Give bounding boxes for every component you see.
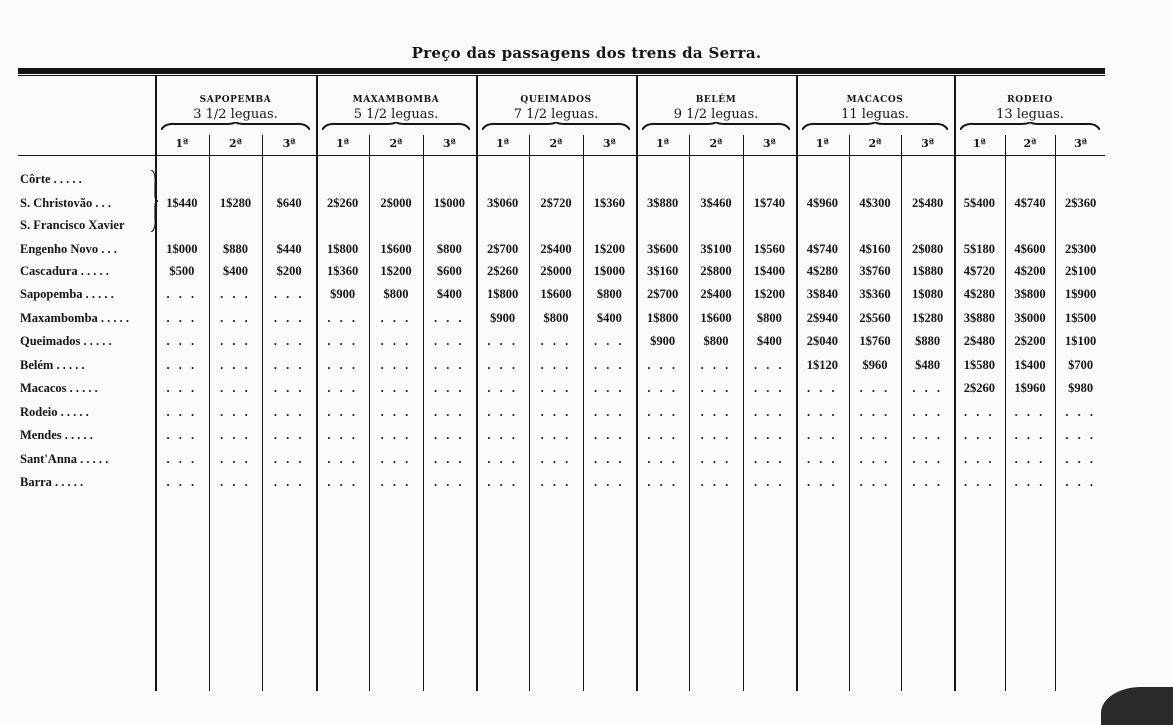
fare-cell: 1$000 bbox=[433, 196, 465, 210]
fare-cell: 2$400 bbox=[700, 287, 732, 301]
fare-cell: . . . bbox=[434, 358, 465, 372]
fare-cell: 2$040 bbox=[806, 334, 838, 348]
station-name: QUEIMADOS bbox=[520, 95, 592, 105]
fare-cell: $880 bbox=[222, 242, 248, 256]
fare-cell: . . . bbox=[166, 428, 198, 442]
row-station-label: S. Francisco Xavier bbox=[20, 218, 125, 232]
fare-cell: 4$740 bbox=[806, 242, 838, 256]
fare-cell: 2$360 bbox=[1065, 196, 1097, 210]
fare-cell: . . . bbox=[220, 287, 251, 301]
row-station-label: Mendes . . . . . bbox=[20, 428, 93, 442]
header-brace bbox=[802, 122, 948, 130]
fare-cell: . . . bbox=[220, 475, 251, 489]
fare-cell: $700 bbox=[1068, 358, 1094, 372]
fare-cell: . . . bbox=[434, 381, 465, 395]
fare-cell: 1$200 bbox=[593, 242, 625, 256]
fare-cell: 2$700 bbox=[647, 287, 679, 301]
fare-cell: . . . bbox=[647, 452, 678, 466]
station-name: BELÉM bbox=[695, 95, 737, 105]
class-label: 3ª bbox=[442, 137, 456, 150]
fare-cell: . . . bbox=[166, 381, 198, 395]
fare-cell: . . . bbox=[807, 475, 838, 489]
fare-cell: $900 bbox=[490, 311, 516, 325]
class-label: 2ª bbox=[549, 137, 563, 150]
fare-cell: 1$100 bbox=[1065, 334, 1097, 348]
fare-cell: 2$100 bbox=[1065, 264, 1097, 278]
row-station-label: Sapopemba . . . . . bbox=[20, 287, 114, 301]
fare-cell: . . . bbox=[647, 475, 678, 489]
fare-cell: 1$880 bbox=[912, 264, 944, 278]
fare-cell: $600 bbox=[436, 264, 462, 278]
fare-cell: 2$260 bbox=[327, 196, 359, 210]
fare-cell: 1$800 bbox=[327, 242, 359, 256]
fare-cell: . . . bbox=[859, 381, 891, 395]
class-label: 2ª bbox=[389, 137, 403, 150]
fare-cell: . . . bbox=[327, 452, 358, 466]
row-station-label: Maxambomba . . . . . bbox=[20, 311, 130, 325]
fare-cell: 1$800 bbox=[647, 311, 679, 325]
fare-cell: . . . bbox=[647, 381, 678, 395]
fare-cell: . . . bbox=[327, 405, 358, 419]
fare-cell: . . . bbox=[380, 428, 412, 442]
fare-cell: . . . bbox=[273, 381, 305, 395]
fare-cell: . . . bbox=[487, 475, 518, 489]
class-label: 1ª bbox=[496, 137, 510, 150]
fare-cell: 3$600 bbox=[647, 242, 679, 256]
fare-cell: $980 bbox=[1068, 381, 1094, 395]
fare-cell: . . . bbox=[754, 428, 785, 442]
fare-cell: $800 bbox=[543, 311, 569, 325]
fare-cell: 3$060 bbox=[487, 196, 519, 210]
fare-cell: . . . bbox=[327, 311, 358, 325]
fare-cell: 1$400 bbox=[1014, 358, 1046, 372]
fare-cell: . . . bbox=[273, 358, 305, 372]
class-label: 2ª bbox=[868, 137, 882, 150]
fare-cell: . . . bbox=[594, 452, 625, 466]
fare-cell: . . . bbox=[540, 358, 572, 372]
header-brace bbox=[322, 122, 470, 130]
station-name: MACACOS bbox=[846, 95, 904, 105]
fare-cell: 3$800 bbox=[1014, 287, 1046, 301]
fare-cell: 2$260 bbox=[487, 264, 519, 278]
fare-cell: . . . bbox=[594, 405, 625, 419]
fare-cell: 3$460 bbox=[700, 196, 732, 210]
class-label: 2ª bbox=[709, 137, 723, 150]
station-distance: 13 leguas. bbox=[996, 107, 1064, 122]
class-label: 1ª bbox=[656, 137, 670, 150]
fare-cell: 3$100 bbox=[700, 242, 732, 256]
fare-cell: 4$160 bbox=[859, 242, 891, 256]
fare-cell: 2$300 bbox=[1065, 242, 1097, 256]
fare-cell: $400 bbox=[756, 334, 782, 348]
header-bottom-rule bbox=[18, 155, 1105, 156]
fare-cell: . . . bbox=[647, 428, 678, 442]
fare-cell: . . . bbox=[859, 475, 891, 489]
fare-cell: 1$760 bbox=[859, 334, 891, 348]
fare-cell: 2$480 bbox=[912, 196, 944, 210]
station-distance: 7 1/2 leguas. bbox=[513, 107, 599, 122]
fare-cell: . . . bbox=[912, 405, 943, 419]
fare-cell: . . . bbox=[964, 405, 995, 419]
fare-cell: . . . bbox=[434, 475, 465, 489]
header-brace bbox=[642, 122, 790, 130]
row-group-brace bbox=[150, 170, 158, 232]
fare-cell: . . . bbox=[327, 358, 358, 372]
fare-cell: . . . bbox=[273, 334, 305, 348]
fare-cell: 1$600 bbox=[380, 242, 412, 256]
fare-cell: 2$800 bbox=[700, 264, 732, 278]
fare-cell: . . . bbox=[647, 405, 678, 419]
top-thin-rule bbox=[18, 75, 1105, 76]
fare-cell: . . . bbox=[594, 334, 625, 348]
fare-cell: 2$080 bbox=[912, 242, 944, 256]
fare-cell: . . . bbox=[380, 334, 412, 348]
fare-cell: $960 bbox=[862, 358, 888, 372]
fare-cell: . . . bbox=[700, 358, 732, 372]
fare-cell: $480 bbox=[915, 358, 941, 372]
row-station-label: Macacos . . . . . bbox=[20, 381, 98, 395]
fare-cell: . . . bbox=[754, 452, 785, 466]
class-label: 3ª bbox=[1074, 137, 1088, 150]
fare-cell: $800 bbox=[596, 287, 622, 301]
fare-cell: $200 bbox=[276, 264, 302, 278]
fare-cell: . . . bbox=[1014, 428, 1046, 442]
fare-cell: 3$880 bbox=[963, 311, 995, 325]
row-station-label: Queimados . . . . . bbox=[20, 334, 112, 348]
fare-cell: . . . bbox=[380, 311, 412, 325]
fare-cell: . . . bbox=[220, 358, 251, 372]
fare-cell: 1$600 bbox=[700, 311, 732, 325]
fare-cell: . . . bbox=[647, 358, 678, 372]
fare-cell: . . . bbox=[1065, 428, 1096, 442]
fare-cell: . . . bbox=[434, 405, 465, 419]
fare-cell: . . . bbox=[540, 475, 572, 489]
fare-cell: . . . bbox=[166, 452, 198, 466]
row-station-label: Sant'Anna . . . . . bbox=[20, 452, 109, 466]
fare-cell: . . . bbox=[380, 358, 412, 372]
fare-cell: . . . bbox=[220, 428, 251, 442]
fare-cell: . . . bbox=[594, 475, 625, 489]
fare-cell: . . . bbox=[220, 452, 251, 466]
fare-cell: . . . bbox=[380, 452, 412, 466]
fare-cell: 3$880 bbox=[647, 196, 679, 210]
class-label: 1ª bbox=[336, 137, 350, 150]
fare-cell: . . . bbox=[964, 428, 995, 442]
station-distance: 3 1/2 leguas. bbox=[193, 107, 278, 122]
fare-cell: . . . bbox=[487, 358, 518, 372]
fare-cell: 4$200 bbox=[1014, 264, 1046, 278]
fare-cell: 1$800 bbox=[487, 287, 519, 301]
fare-cell: 1$360 bbox=[593, 196, 625, 210]
fare-cell: . . . bbox=[327, 334, 358, 348]
station-name: MAXAMBOMBA bbox=[352, 95, 440, 105]
fare-cell: . . . bbox=[964, 475, 995, 489]
fare-cell: . . . bbox=[540, 381, 572, 395]
fare-cell: 2$720 bbox=[540, 196, 572, 210]
fare-cell: . . . bbox=[273, 405, 305, 419]
fare-cell: $900 bbox=[330, 287, 356, 301]
fare-cell: 3$840 bbox=[806, 287, 838, 301]
fare-cell: . . . bbox=[327, 381, 358, 395]
row-station-label: Belém . . . . . bbox=[20, 358, 85, 372]
fare-cell: . . . bbox=[754, 381, 785, 395]
fare-cell: $400 bbox=[436, 287, 462, 301]
fare-cell: 2$200 bbox=[1014, 334, 1046, 348]
fare-cell: 2$260 bbox=[963, 381, 995, 395]
fare-cell: . . . bbox=[166, 287, 198, 301]
fare-cell: 1$600 bbox=[540, 287, 572, 301]
fare-cell: . . . bbox=[273, 475, 305, 489]
fare-cell: 3$000 bbox=[1014, 311, 1046, 325]
fare-cell: 4$740 bbox=[1014, 196, 1046, 210]
fare-cell: . . . bbox=[859, 428, 891, 442]
fare-cell: 4$280 bbox=[806, 264, 838, 278]
fare-cell: 1$200 bbox=[380, 264, 412, 278]
fare-cell: 1$000 bbox=[166, 242, 198, 256]
class-label: 3ª bbox=[921, 137, 935, 150]
fare-cell: . . . bbox=[380, 381, 412, 395]
fare-cell: . . . bbox=[487, 334, 518, 348]
fare-cell: . . . bbox=[754, 405, 785, 419]
fare-cell: . . . bbox=[166, 405, 198, 419]
class-label: 3ª bbox=[762, 137, 776, 150]
top-thick-rule bbox=[18, 68, 1105, 74]
fare-cell: . . . bbox=[434, 428, 465, 442]
row-station-label: Côrte . . . . . bbox=[20, 172, 82, 186]
fare-cell: 1$900 bbox=[1065, 287, 1097, 301]
fare-cell: 4$960 bbox=[806, 196, 838, 210]
fare-cell: . . . bbox=[434, 334, 465, 348]
fare-cell: $800 bbox=[436, 242, 462, 256]
class-label: 1ª bbox=[972, 137, 986, 150]
fare-cell: 5$400 bbox=[963, 196, 995, 210]
fare-cell: 1$400 bbox=[753, 264, 785, 278]
station-distance: 5 1/2 leguas. bbox=[353, 107, 439, 122]
fare-cell: . . . bbox=[220, 405, 251, 419]
fare-cell: . . . bbox=[700, 452, 732, 466]
fare-cell: . . . bbox=[540, 334, 572, 348]
fare-cell: $800 bbox=[756, 311, 782, 325]
fare-cell: 3$360 bbox=[859, 287, 891, 301]
row-station-label: Engenho Novo . . . bbox=[20, 242, 117, 256]
ink-blot bbox=[1101, 687, 1173, 725]
row-station-label: Rodeio . . . . . bbox=[20, 405, 89, 419]
fare-cell: 2$400 bbox=[540, 242, 572, 256]
fare-cell: . . . bbox=[434, 452, 465, 466]
fare-cell: . . . bbox=[166, 358, 198, 372]
fare-cell: . . . bbox=[912, 428, 943, 442]
fare-cell: . . . bbox=[273, 311, 305, 325]
fare-cell: . . . bbox=[487, 405, 518, 419]
fare-cell: . . . bbox=[487, 381, 518, 395]
fare-cell: . . . bbox=[964, 452, 995, 466]
fare-cell: 2$560 bbox=[859, 311, 891, 325]
fare-cell: . . . bbox=[859, 405, 891, 419]
fare-cell: $400 bbox=[596, 311, 622, 325]
fare-cell: . . . bbox=[327, 475, 358, 489]
class-label: 1ª bbox=[815, 137, 829, 150]
fare-cell: . . . bbox=[912, 452, 943, 466]
fare-cell: . . . bbox=[859, 452, 891, 466]
fare-cell: . . . bbox=[273, 452, 305, 466]
fare-cell: 1$120 bbox=[806, 358, 838, 372]
fare-cell: 2$480 bbox=[963, 334, 995, 348]
class-label: 3ª bbox=[282, 137, 296, 150]
fare-cell: $440 bbox=[276, 242, 302, 256]
header-brace bbox=[482, 122, 630, 130]
fare-cell: 1$280 bbox=[912, 311, 944, 325]
fare-cell: . . . bbox=[540, 428, 572, 442]
fare-cell: . . . bbox=[807, 452, 838, 466]
fare-cell: $400 bbox=[222, 264, 248, 278]
fare-cell: 1$440 bbox=[166, 196, 198, 210]
fare-cell: . . . bbox=[700, 381, 732, 395]
fare-cell: . . . bbox=[1014, 452, 1046, 466]
fare-cell: . . . bbox=[807, 405, 838, 419]
fare-cell: 1$080 bbox=[912, 287, 944, 301]
fare-cell: . . . bbox=[1065, 452, 1096, 466]
fare-cell: 1$560 bbox=[753, 242, 785, 256]
fare-cell: . . . bbox=[166, 475, 198, 489]
fare-cell: . . . bbox=[220, 381, 251, 395]
fare-cell: . . . bbox=[1014, 405, 1046, 419]
fare-cell: 1$580 bbox=[963, 358, 995, 372]
station-distance: 11 leguas. bbox=[841, 107, 909, 122]
row-station-label: S. Christovão . . . bbox=[20, 196, 111, 210]
station-name: SAPOPEMBA bbox=[199, 95, 272, 105]
fare-cell: . . . bbox=[807, 381, 838, 395]
fare-cell: . . . bbox=[220, 311, 251, 325]
fare-cell: . . . bbox=[273, 287, 305, 301]
fare-cell: . . . bbox=[487, 452, 518, 466]
fare-cell: 4$300 bbox=[859, 196, 891, 210]
fare-cell: . . . bbox=[912, 381, 943, 395]
fare-cell: 1$000 bbox=[593, 264, 625, 278]
class-label: 2ª bbox=[228, 137, 242, 150]
fare-cell: 4$280 bbox=[963, 287, 995, 301]
fare-cell: 4$720 bbox=[963, 264, 995, 278]
row-station-label: Barra . . . . . bbox=[20, 475, 84, 489]
fare-cell: . . . bbox=[594, 381, 625, 395]
fare-cell: 2$000 bbox=[380, 196, 412, 210]
fare-cell: 1$500 bbox=[1065, 311, 1097, 325]
fare-cell: 5$180 bbox=[963, 242, 995, 256]
fare-cell: . . . bbox=[487, 428, 518, 442]
fare-cell: . . . bbox=[594, 358, 625, 372]
fare-cell: 3$160 bbox=[647, 264, 679, 278]
fare-cell: 2$700 bbox=[487, 242, 519, 256]
fare-cell: 1$200 bbox=[753, 287, 785, 301]
fare-cell: 3$760 bbox=[859, 264, 891, 278]
fare-cell: . . . bbox=[1065, 405, 1096, 419]
fare-cell: . . . bbox=[754, 358, 785, 372]
fare-cell: 1$960 bbox=[1014, 381, 1046, 395]
fare-cell: . . . bbox=[700, 428, 732, 442]
class-label: 1ª bbox=[175, 137, 189, 150]
fare-cell: 1$740 bbox=[753, 196, 785, 210]
fare-cell: 4$600 bbox=[1014, 242, 1046, 256]
header-brace bbox=[960, 122, 1100, 130]
fare-cell: . . . bbox=[220, 334, 251, 348]
class-label: 3ª bbox=[602, 137, 616, 150]
fare-cell: . . . bbox=[807, 428, 838, 442]
fare-cell: . . . bbox=[700, 475, 732, 489]
fare-cell: . . . bbox=[380, 405, 412, 419]
fare-cell: . . . bbox=[380, 475, 412, 489]
fare-cell: . . . bbox=[166, 311, 198, 325]
fare-cell: $800 bbox=[383, 287, 409, 301]
class-label: 2ª bbox=[1023, 137, 1037, 150]
fare-cell: 2$940 bbox=[806, 311, 838, 325]
fare-cell: . . . bbox=[166, 334, 198, 348]
fare-cell: 2$000 bbox=[540, 264, 572, 278]
fare-cell: $880 bbox=[915, 334, 941, 348]
fare-cell: . . . bbox=[594, 428, 625, 442]
fare-cell: . . . bbox=[434, 311, 465, 325]
fare-cell: $900 bbox=[650, 334, 676, 348]
fare-cell: . . . bbox=[540, 452, 572, 466]
fare-cell: $500 bbox=[169, 264, 195, 278]
fare-cell: . . . bbox=[1065, 475, 1096, 489]
fare-cell: $640 bbox=[276, 196, 302, 210]
fare-cell: 1$280 bbox=[219, 196, 252, 210]
fare-cell: . . . bbox=[754, 475, 785, 489]
fare-cell: $800 bbox=[703, 334, 729, 348]
page-title: Preço das passagens dos trens da Serra. bbox=[411, 44, 762, 62]
fare-cell: . . . bbox=[273, 428, 305, 442]
fare-cell: . . . bbox=[327, 428, 358, 442]
fare-cell: . . . bbox=[540, 405, 572, 419]
fare-cell: . . . bbox=[700, 405, 732, 419]
fare-cell: 1$360 bbox=[327, 264, 359, 278]
fare-cell: . . . bbox=[1014, 475, 1046, 489]
station-distance: 9 1/2 leguas. bbox=[673, 107, 759, 122]
row-station-label: Cascadura . . . . . bbox=[20, 264, 109, 278]
fare-cell: . . . bbox=[912, 475, 943, 489]
station-name: RODEIO bbox=[1007, 95, 1053, 105]
header-brace bbox=[161, 122, 310, 130]
